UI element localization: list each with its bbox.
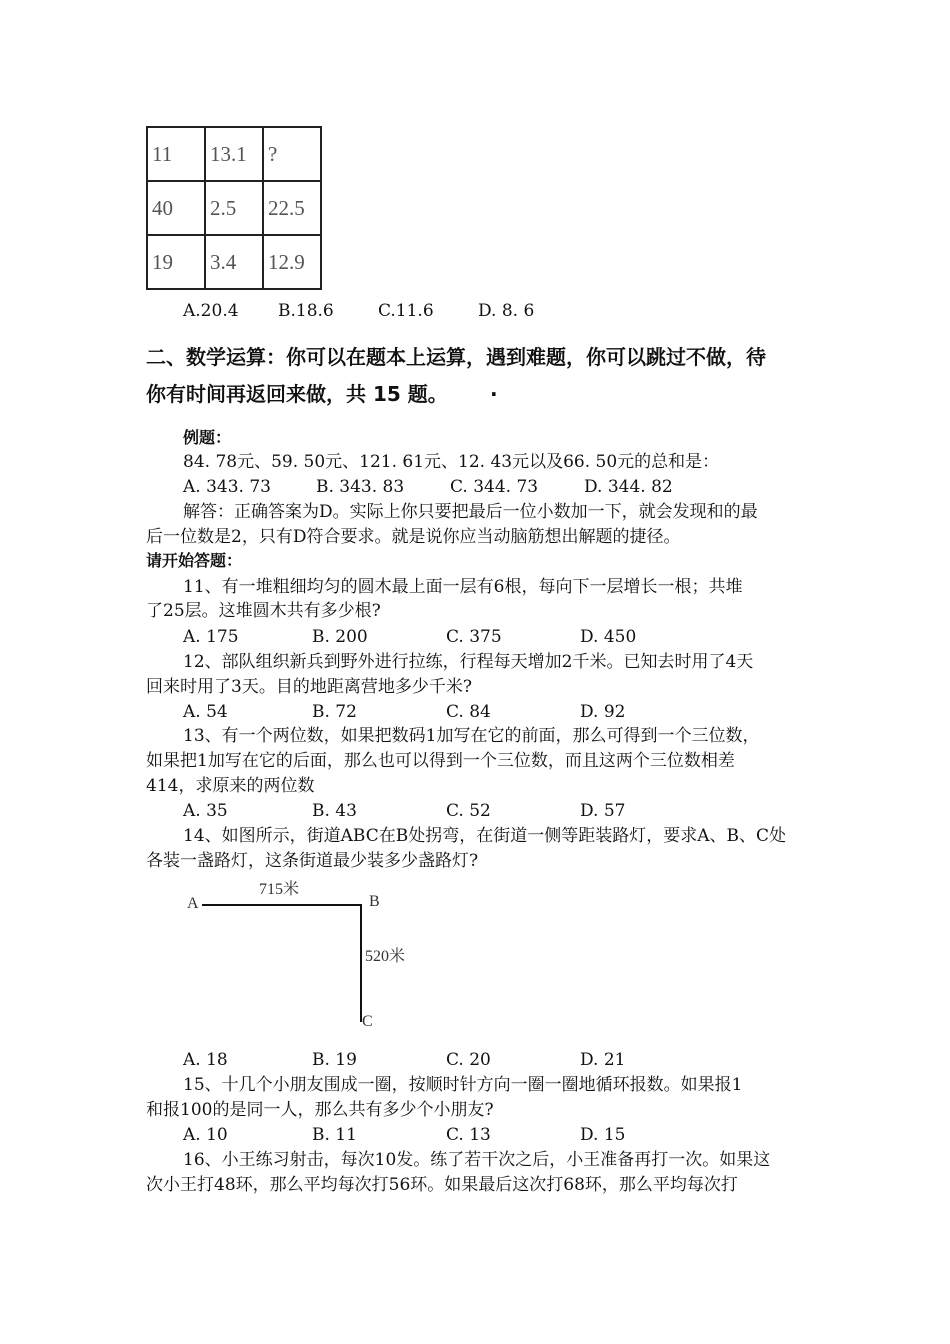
heading-dot: · bbox=[490, 382, 498, 406]
number-grid bbox=[146, 126, 322, 290]
section-heading-line2: 你有时间再返回来做，共 15 题。 bbox=[146, 382, 448, 406]
grid-cell: 11 bbox=[147, 127, 205, 181]
q13-option-a: A. 35 bbox=[183, 801, 228, 821]
question-12-line1: 12、部队组织新兵到野外进行拉练，行程每天增加2千米。已知去时用了4天 bbox=[183, 652, 754, 672]
q12-option-a: A. 54 bbox=[183, 702, 228, 722]
q11-option-d: D. 450 bbox=[580, 627, 637, 647]
q14-option-b: B. 19 bbox=[312, 1050, 357, 1070]
q12-option-b: B. 72 bbox=[312, 702, 357, 722]
example-option-b: B. 343. 83 bbox=[316, 477, 405, 497]
q15-option-d: D. 15 bbox=[580, 1125, 626, 1145]
grid-option-c: C.11.6 bbox=[378, 301, 434, 321]
q12-option-d: D. 92 bbox=[580, 702, 626, 722]
q13-option-b: B. 43 bbox=[312, 801, 357, 821]
q14-option-c: C. 20 bbox=[446, 1050, 491, 1070]
grid-cell: 3.4 bbox=[205, 235, 263, 289]
q15-option-b: B. 11 bbox=[312, 1125, 357, 1145]
q13-option-c: C. 52 bbox=[446, 801, 491, 821]
start-label: 请开始答题： bbox=[146, 551, 243, 570]
example-answer-line2: 后一位数是2，只有D符合要求。就是说你应当动脑筋想出解题的捷径。 bbox=[146, 527, 681, 547]
label-a: A bbox=[187, 895, 199, 912]
grid-cell: 12.9 bbox=[263, 235, 321, 289]
grid-cell: 22.5 bbox=[263, 181, 321, 235]
example-question: 84. 78元、59. 50元、121. 61元、12. 43元以及66. 50元的总和是： bbox=[183, 452, 720, 472]
question-13-line2: 如果把1加写在它的后面，那么也可以得到一个三位数，而且这两个三位数相差 bbox=[146, 751, 735, 771]
grid-cell: ? bbox=[263, 127, 321, 181]
section-heading-line1: 二、数学运算：你可以在题本上运算，遇到难题，你可以跳过不做，待 bbox=[146, 345, 766, 369]
q13-option-d: D. 57 bbox=[580, 801, 626, 821]
q14-option-a: A. 18 bbox=[183, 1050, 228, 1070]
question-16-line2: 次小王打48环，那么平均每次打56环。如果最后这次打68环，那么平均每次打 bbox=[146, 1175, 738, 1195]
street-diagram bbox=[180, 870, 440, 1040]
length-bc: 520米 bbox=[365, 948, 406, 965]
q15-option-a: A. 10 bbox=[183, 1125, 228, 1145]
question-14-line1: 14、如图所示，街道ABC在B处拐弯，在街道一侧等距装路灯，要求A、B、C处 bbox=[183, 826, 786, 846]
question-12-line2: 回来时用了3天。目的地距离营地多少千米? bbox=[146, 677, 472, 697]
grid-cell: 2.5 bbox=[205, 181, 263, 235]
example-answer-line1: 解答：正确答案为D。实际上你只要把最后一位小数加一下，就会发现和的最 bbox=[183, 502, 758, 522]
grid-option-a: A.20.4 bbox=[183, 301, 239, 321]
q11-option-a: A. 175 bbox=[183, 627, 239, 647]
grid-cell: 40 bbox=[147, 181, 205, 235]
example-option-d: D. 344. 82 bbox=[584, 477, 673, 497]
label-c: C bbox=[362, 1013, 373, 1030]
label-b: B bbox=[369, 893, 380, 910]
grid-option-b: B.18.6 bbox=[278, 301, 334, 321]
q11-option-b: B. 200 bbox=[312, 627, 368, 647]
question-14-line2: 各装一盏路灯，这条街道最少装多少盏路灯? bbox=[146, 851, 479, 871]
q11-option-c: C. 375 bbox=[446, 627, 502, 647]
length-ab: 715米 bbox=[259, 881, 300, 898]
example-label: 例题： bbox=[183, 428, 232, 447]
grid-option-d: D. 8. 6 bbox=[478, 301, 535, 321]
q14-option-d: D. 21 bbox=[580, 1050, 626, 1070]
question-16-line1: 16、小王练习射击，每次10发。练了若干次之后，小王准备再打一次。如果这 bbox=[183, 1150, 771, 1170]
q15-option-c: C. 13 bbox=[446, 1125, 491, 1145]
question-13-line3: 414，求原来的两位数 bbox=[146, 776, 315, 796]
question-15-line2: 和报100的是同一人，那么共有多少个小朋友? bbox=[146, 1100, 494, 1120]
grid-cell: 19 bbox=[147, 235, 205, 289]
example-option-c: C. 344. 73 bbox=[450, 477, 539, 497]
example-option-a: A. 343. 73 bbox=[183, 477, 271, 497]
q12-option-c: C. 84 bbox=[446, 702, 491, 722]
question-15-line1: 15、十几个小朋友围成一圈，按顺时针方向一圈一圈地循环报数。如果报1 bbox=[183, 1075, 743, 1095]
question-13-line1: 13、有一个两位数，如果把数码1加写在它的前面，那么可得到一个三位数， bbox=[183, 726, 760, 746]
question-11-line2: 了25层。这堆圆木共有多少根? bbox=[146, 601, 381, 621]
question-11-line1: 11、有一堆粗细均匀的圆木最上面一层有6根，每向下一层增长一根；共堆 bbox=[183, 577, 743, 597]
grid-cell: 13.1 bbox=[205, 127, 263, 181]
